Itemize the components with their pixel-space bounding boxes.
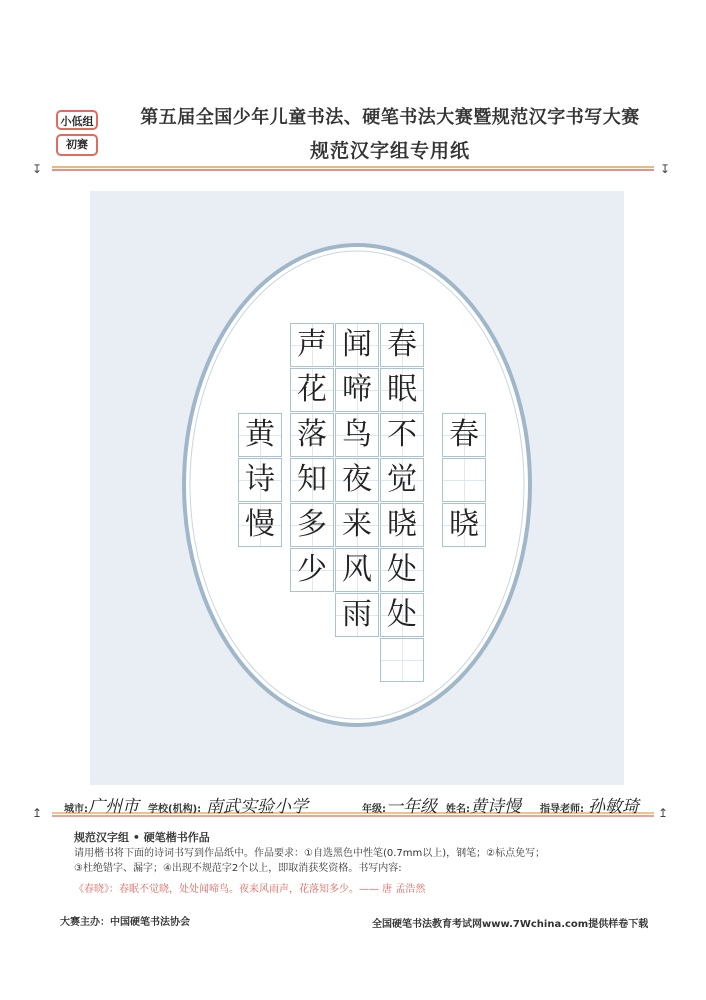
poem-cell [380,368,424,412]
written-character: 花 [297,372,327,407]
written-character: 闻 [342,327,372,362]
scroll-icon-left-bottom: ↥ [32,806,43,820]
written-character: 知 [297,462,327,497]
city-value: 广州市 [88,797,139,817]
poem-cell [290,503,334,547]
written-character: 晓 [449,507,479,542]
poem-cell [290,323,334,367]
written-character: 落 [297,417,327,452]
grade-label: 年级: [362,804,386,815]
written-character: 慢 [245,507,275,542]
written-character: 处 [387,597,417,632]
written-character: 晓 [387,507,417,542]
poem-text: 《春晓》：春眠不觉晓，处处闻啼鸟。夜来风雨声，花落知多少。—— 唐 孟浩然 [74,884,426,895]
written-character: 眠 [387,372,417,407]
poem-cell [335,368,379,412]
poem-cell [380,503,424,547]
poem-cell [380,638,424,682]
decorative-rule-top [30,166,676,172]
written-character: 来 [342,507,372,542]
school-label: 学校(机构): [148,804,202,815]
written-character: 处 [387,552,417,587]
writing-grid [90,191,624,785]
title-cell [442,413,486,457]
school-value: 南武实验小学 [206,797,308,817]
instructions-block [74,846,664,876]
instructions-line-1: 请用楷书将下面的诗词书写到作品纸中。作品要求：①自选黑色中性笔(0.7mm以上)，钢笔；②标点免写； [74,848,546,859]
poem-cell [335,503,379,547]
written-character: 风 [342,552,372,587]
written-character: 少 [297,552,327,587]
written-character: 诗 [245,462,275,497]
grade-value: 一年级 [386,797,437,817]
badge-group: 小低组 [56,110,98,130]
written-character: 觉 [387,462,417,497]
grid-guide [381,639,423,681]
title-cell [442,458,486,502]
poem-cell [290,368,334,412]
section-title: 规范汉字组 • 硬笔楷书作品 [74,831,210,844]
poem-cell [335,458,379,502]
written-character: 多 [297,507,327,542]
organizer-text: 大赛主办：中国硬笔书法协会 [60,917,190,928]
poem-cell [380,593,424,637]
written-character: 鸟 [342,417,372,452]
artwork-paper [90,191,624,785]
download-text: 全国硬笔书法教育考试网www.7Wchina.com提供样卷下载 [372,919,649,930]
written-character: 春 [387,327,417,362]
written-character: 春 [449,417,479,452]
name-value: 黄诗慢 [470,797,521,817]
written-character: 黄 [245,417,275,452]
teacher-value: 孙敏琦 [588,797,639,817]
page-subtitle: 规范汉字组专用纸 [309,140,470,162]
scroll-icon-left: ↧ [32,162,43,176]
category-badge [56,110,98,156]
scroll-icon-right-bottom: ↥ [658,806,669,820]
city-label: 城市: [64,804,88,815]
poem-cell [380,413,424,457]
poem-cell [335,548,379,592]
poem-cell [238,458,282,502]
written-character: 雨 [342,597,372,632]
written-character: 不 [387,417,417,452]
badge-round: 初赛 [56,134,98,156]
written-character: 啼 [342,372,372,407]
scroll-icon-right: ↧ [660,162,671,176]
written-character: 声 [297,327,327,362]
instructions-line-2: ③杜绝错字、漏字；④出现不规范字2个以上，即取消获奖资格。书写内容: [74,863,402,874]
poem-cell [380,323,424,367]
poem-cell [380,458,424,502]
poem-cell [380,548,424,592]
title-cell [442,503,486,547]
poem-cell [335,323,379,367]
poem-cell [335,593,379,637]
poem-cell [290,458,334,502]
teacher-label: 指导老师: [540,804,584,815]
poem-cell [335,413,379,457]
name-label: 姓名: [446,804,470,815]
poem-cell [290,548,334,592]
page-title: 第五届全国少年儿童书法、硬笔书法大赛暨规范汉字书写大赛 [140,107,640,128]
poem-cell [290,413,334,457]
poem-cell [238,503,282,547]
poem-cell [238,413,282,457]
grid-guide [443,459,485,501]
written-character: 夜 [342,462,372,497]
